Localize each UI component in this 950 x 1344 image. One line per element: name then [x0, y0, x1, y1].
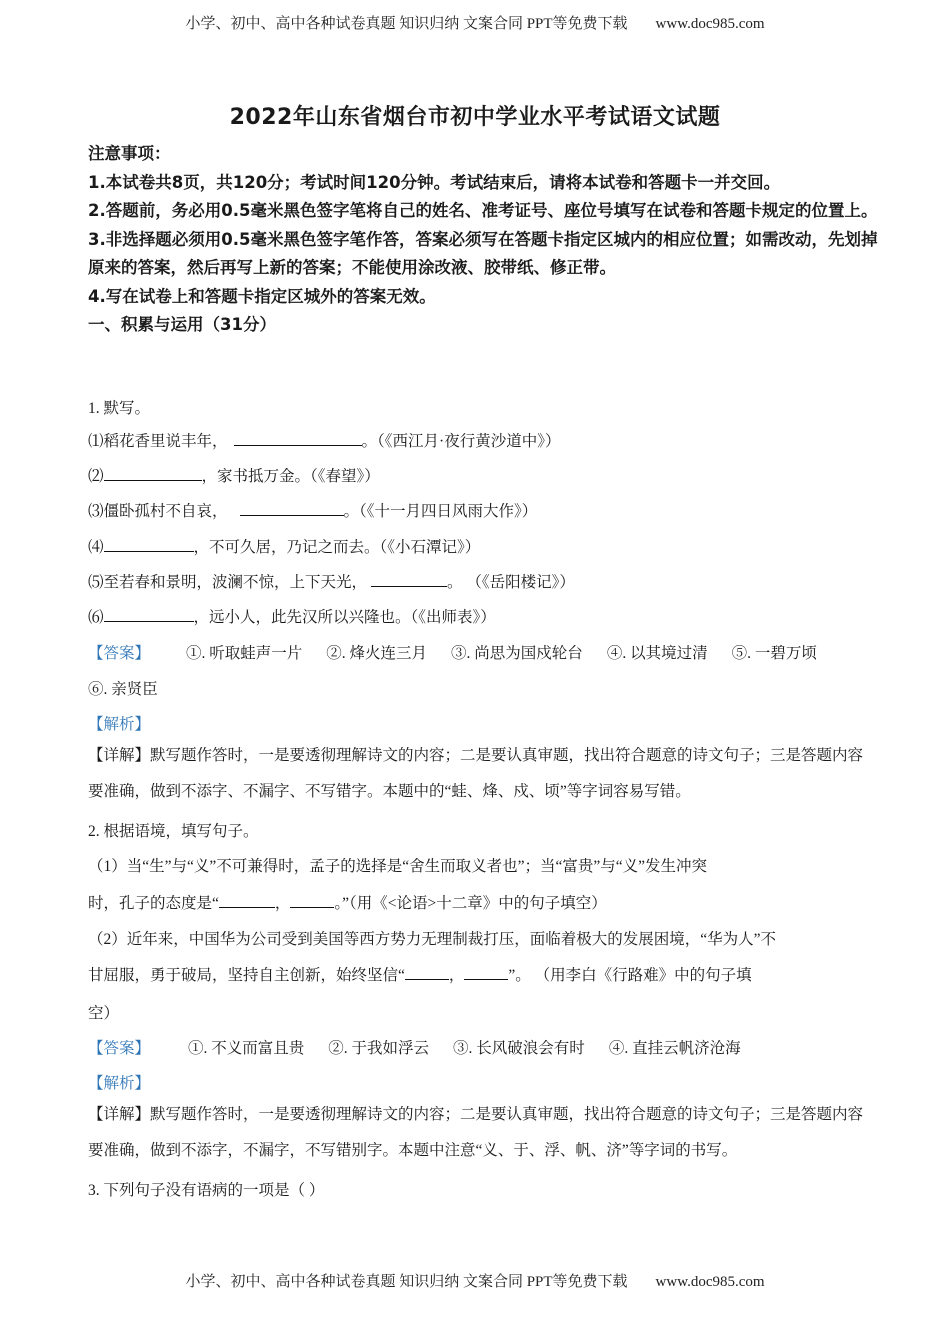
banner-text: 小学、初中、高中各种试卷真题 知识归纳 文案合同 PPT等免费下载	[185, 1274, 628, 1290]
item-number: ⑴	[88, 433, 104, 450]
q1-item-2	[88, 464, 380, 486]
notice-heading: 注意事项：	[88, 144, 171, 163]
banner-site-link[interactable]: www.doc985.com	[655, 1274, 765, 1290]
answer-item: ③. 长风破浪会有时	[453, 1040, 585, 1057]
item-source: 。（《西江月·夜行黄沙道中》）	[361, 433, 561, 450]
question-1-stem: 1. 默写。	[88, 400, 151, 417]
banner-site-link[interactable]: www.doc985.com	[655, 16, 765, 32]
answer-item: ④. 直挂云帆济沧海	[608, 1040, 741, 1057]
fill-blank[interactable]	[240, 501, 344, 516]
separator: ，	[274, 895, 291, 912]
notice-item: 2.答题前，务必用0.5毫米黑色签字笔将自己的姓名、准考证号、座位号填写在试卷和答题卡规定的位置上。	[88, 201, 878, 220]
detail-text: 默写题作答时，一是要透彻理解诗文的内容；二是要认真审题，找出符合题意的诗文句子；三是答题内容要准确，做到不添字，不漏字，不写错别字。本题中注意“义、于、浮、帆、济”等字词的书写。	[88, 1106, 864, 1159]
item-number: ⑵	[88, 468, 104, 485]
q1-detail	[88, 738, 873, 810]
detail-label: 【详解】	[88, 1106, 151, 1123]
item-text: 甘屈服，勇于破局，坚持自主创新，始终坚信“	[88, 967, 405, 984]
item-number: ⑶	[88, 503, 104, 520]
fill-blank[interactable]	[104, 537, 194, 552]
fill-blank[interactable]	[234, 431, 362, 446]
header-banner	[0, 12, 950, 33]
answer-item: ③. 尚思为国戍轮台	[451, 645, 583, 662]
item-source: 。 （《岳阳楼记》）	[447, 574, 575, 591]
q1-item-6	[88, 605, 496, 627]
answer-item: ⑤. 一碧万顷	[731, 645, 817, 662]
fill-blank[interactable]	[219, 893, 275, 908]
separator: ，	[448, 967, 465, 984]
q2-part1-line2	[88, 891, 607, 913]
item-number: ⑷	[88, 539, 104, 556]
q2-analysis-label: 【解析】	[88, 1075, 151, 1092]
item-text: 至若春和景明，波澜不惊，上下天光，	[103, 574, 368, 591]
answer-item: ④. 以其境过清	[606, 645, 708, 662]
answer-item: ①. 听取蛙声一片	[186, 645, 303, 662]
question-3-stem: 3. 下列句子没有语病的一项是（ ）	[88, 1182, 325, 1199]
q2-part2-line3: 空）	[88, 1005, 120, 1022]
answer-item: ①. 不义而富且贵	[188, 1040, 305, 1057]
q1-item-3	[88, 499, 537, 521]
notice-item: 3.非选择题必须用0.5毫米黑色签字笔作答，答案必须写在答题卡指定区城内的相应位置；如需改动，先划掉原来的答案，然后再写上新的答案；不能使用涂改液、胶带纸、修正带。	[88, 229, 878, 277]
detail-text: 默写题作答时，一是要透彻理解诗文的内容；二是要认真审题，找出符合题意的诗文句子；三是答题内容要准确，做到不添字、不漏字、不写错字。本题中的“蛙、烽、戍、顷”等字词容易写错。	[88, 747, 864, 800]
question-2-stem: 2. 根据语境，填写句子。	[88, 823, 259, 840]
q2-answer-row	[88, 1036, 765, 1058]
notice-item: 1.本试卷共8页，共120分；考试时间120分钟。考试结束后，请将本试卷和答题卡一并交回。	[88, 172, 781, 192]
item-text: 时，孔子的态度是“	[88, 895, 219, 912]
item-number: ⑸	[88, 574, 104, 591]
page-title: 2022年山东省烟台市初中学业水平考试语文试题	[229, 105, 721, 130]
fill-blank[interactable]	[371, 572, 447, 587]
item-source: 。（《十一月四日风雨大作》）	[343, 503, 538, 520]
item-number: ⑹	[88, 609, 104, 626]
item-source: ，远小人，此先汉所以兴隆也。（《出师表》）	[193, 609, 496, 626]
notice-item: 4.写在试卷上和答题卡指定区城外的答案无效。	[88, 286, 436, 306]
item-source: 。”（用《<论语>十二章》中的句子填空）	[334, 895, 607, 912]
item-source: ，家书抵万金。（《春望》）	[201, 468, 380, 485]
fill-blank[interactable]	[104, 607, 194, 622]
item-source: ”。 （用李白《行路难》中的句子填	[508, 967, 752, 984]
q1-item-1	[88, 429, 560, 451]
fill-blank[interactable]	[464, 965, 508, 980]
fill-blank[interactable]	[405, 965, 449, 980]
q2-part1-line1: （1）当“生”与“义”不可兼得时，孟子的选择是“舍生而取义者也”；当“富贵”与“义”发生冲突	[88, 858, 708, 875]
item-text: 僵卧孤村不自哀，	[103, 503, 228, 520]
item-text: 稻花香里说丰年，	[103, 433, 228, 450]
footer-banner	[0, 1270, 950, 1291]
item-source: ，不可久居，乃记之而去。（《小石潭记》）	[193, 539, 481, 556]
q1-answer-row	[88, 641, 817, 663]
detail-label: 【详解】	[88, 747, 151, 764]
answer-label: 【答案】	[88, 645, 151, 662]
answer-item: ⑥. 亲贤臣	[88, 681, 158, 698]
section-heading: 一、积累与运用（31分）	[88, 315, 276, 334]
q1-item-5	[88, 570, 575, 592]
answer-label: 【答案】	[88, 1040, 151, 1057]
answer-item: ②. 烽火连三月	[326, 645, 428, 662]
q2-part2-line1: （2）近年来，中国华为公司受到美国等西方势力无理制裁打压，面临着极大的发展困境，“华为人”不	[88, 931, 777, 948]
q2-part2-line2	[88, 963, 752, 985]
banner-text: 小学、初中、高中各种试卷真题 知识归纳 文案合同 PPT等免费下载	[185, 16, 628, 32]
q2-detail	[88, 1097, 873, 1169]
q1-answer-row-2	[88, 677, 158, 699]
answer-item: ②. 于我如浮云	[328, 1040, 430, 1057]
q1-analysis-label: 【解析】	[88, 716, 151, 733]
notice-block	[88, 140, 878, 340]
q1-item-4	[88, 535, 480, 557]
fill-blank[interactable]	[290, 893, 334, 908]
fill-blank[interactable]	[104, 466, 202, 481]
